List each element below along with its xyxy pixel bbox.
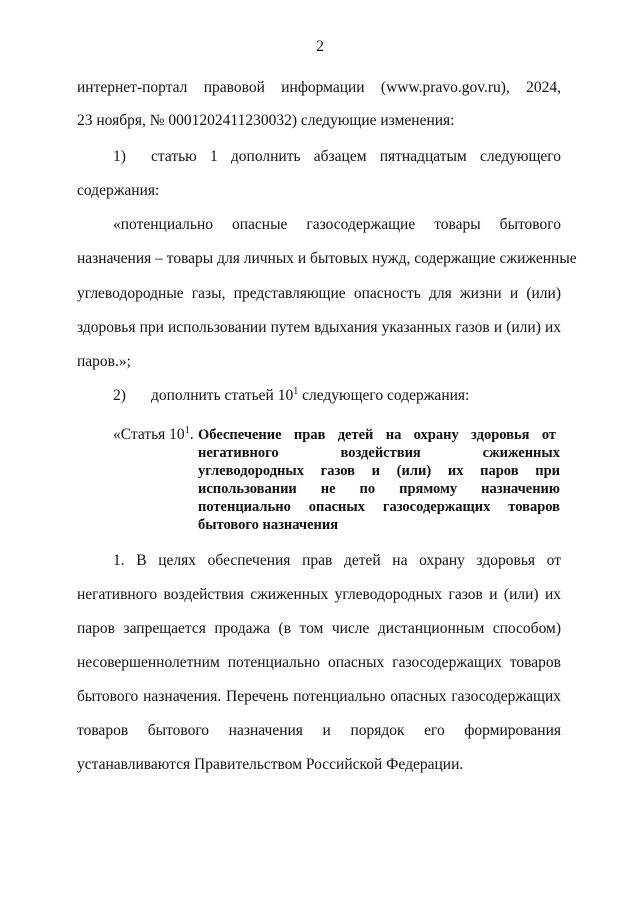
quote-line-5: паров.»; <box>77 353 131 370</box>
paragraph-line-1: 1. В целях обеспечения прав детей на охрану здоровья от <box>113 552 561 569</box>
article-title-line-3: углеводородных газов и (или) их паров при <box>198 463 560 479</box>
paragraph-line-3: паров запрещается продажа (в том числе дистанционным способом) <box>77 620 561 637</box>
quote-line-3: углеводородные газы, представляющие опасность для жизни и (или) <box>77 285 561 302</box>
paragraph-line-6: товаров бытового назначения и порядок его формирования <box>77 722 561 739</box>
page-number: 2 <box>316 38 324 55</box>
article-title-line-2: негативного воздействия сжиженных <box>198 445 560 461</box>
article-title-line-5: потенциально опасных газосодержащих товаров <box>198 499 560 515</box>
article-title-line-1: Обеспечение прав детей на охрану здоровья от <box>198 427 556 443</box>
paragraph-line-4: несовершеннолетним потенциально опасных газосодержащих товаров <box>77 654 561 671</box>
paragraph-line-7: устанавливаются Правительством Российской Федерации. <box>77 756 464 773</box>
quote-line-4: здоровья при использовании путем вдыхания указанных газов и (или) их <box>77 319 561 336</box>
article-prefix-end: . <box>189 426 194 443</box>
item-2-sup: 1 <box>293 386 299 397</box>
paragraph-line-2: негативного воздействия сжиженных углеводородных газов и (или) их <box>77 586 561 603</box>
article-title-line-6: бытового назначения <box>198 517 339 533</box>
quote-line-2: назначения – товары для личных и бытовых нужд, содержащие сжиженные <box>77 250 577 267</box>
item-1-line-2: содержания: <box>77 182 160 199</box>
paragraph-line-5: бытового назначения. Перечень потенциально опасных газосодержащих <box>77 688 561 705</box>
item-2-text-after: следующего содержания: <box>298 387 470 404</box>
article-prefix-text: «Статья 10 <box>113 426 185 443</box>
intro-line-2: 23 ноября, № 0001202411230032) следующие изменения: <box>77 112 455 129</box>
intro-line-1: интернет-портал правовой информации (www.pravo.gov.ru), 2024, <box>77 79 561 96</box>
article-prefix <box>113 427 194 443</box>
item-2-text <box>151 388 469 404</box>
item-1-number: 1) <box>113 148 126 165</box>
article-prefix-sup: 1 <box>184 425 190 436</box>
item-2-text-before: дополнить статьей 10 <box>151 387 294 404</box>
article-title-line-4: использовании не по прямому назначению <box>198 481 560 497</box>
item-1-line-1: статью 1 дополнить абзацем пятнадцатым следующего <box>151 148 561 165</box>
quote-line-1: «потенциально опасные газосодержащие товары бытового <box>113 216 561 233</box>
item-2-number: 2) <box>113 387 126 404</box>
